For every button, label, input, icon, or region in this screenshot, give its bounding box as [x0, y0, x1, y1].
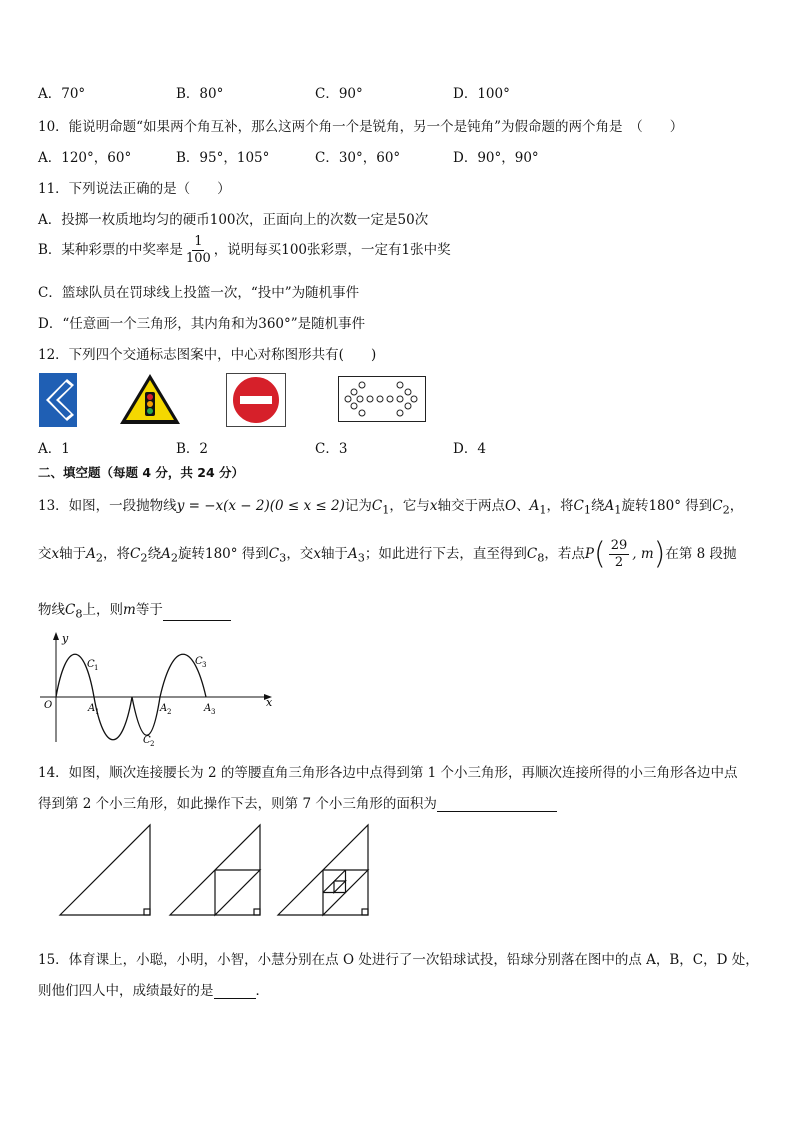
q13-text: 记为	[344, 498, 372, 514]
subscript: 8	[537, 551, 545, 565]
axis-var: x	[313, 546, 321, 562]
q13-text: ，它与	[389, 498, 430, 514]
q13-line-2	[38, 534, 737, 579]
q13-text: ；如此进行下去，直至得到	[364, 546, 527, 562]
q13-text: ，	[729, 498, 744, 514]
fraction-denominator: 2	[614, 555, 624, 570]
a3-subscript: 3	[211, 708, 216, 716]
answer-blank[interactable]	[214, 984, 256, 999]
q10-option-a[interactable]: A．120°，60°	[38, 150, 132, 166]
point-label: O	[505, 498, 517, 514]
curve-label: C	[130, 546, 141, 562]
q9-option-b[interactable]: B．80°	[176, 86, 224, 102]
curve-label: C	[712, 498, 723, 514]
answer-blank[interactable]	[437, 797, 557, 812]
axis-var: x	[51, 546, 60, 562]
q13-text: 旋转180° 得到	[621, 498, 713, 514]
axis-var: x	[429, 498, 438, 514]
q13-text: 上，则	[82, 602, 124, 618]
subscript: 1	[614, 503, 622, 517]
subscript: 2	[95, 551, 104, 565]
q14-line-1: 14．如图，顺次连接腰长为 2 的等腰直角三角形各边中点得到第 1 个小三角形，再顺次连接所得的小三角形各边中点	[38, 765, 738, 781]
q13-text: 、	[516, 498, 530, 514]
q13-text: 绕	[147, 546, 162, 562]
parabola-equation: y = −x(x − 2)(0 ≤ x ≤ 2)	[176, 498, 345, 514]
subscript: 2	[722, 503, 730, 517]
section-heading: 二、填空题（每题 4 分，共 24 分）	[38, 465, 245, 480]
q9-option-c[interactable]: C．90°	[315, 86, 363, 102]
q12-option-d[interactable]: D．4	[453, 441, 486, 457]
traffic-light-warning-sign-icon	[118, 372, 182, 426]
a1-subscript: 1	[95, 708, 100, 716]
q15-text: ．	[255, 983, 269, 999]
curve-label: C	[573, 498, 584, 514]
q13-fraction	[609, 538, 630, 571]
q10-option-d[interactable]: D．90°，90°	[453, 150, 539, 166]
q11-stem: 11．下列说法正确的是（ ）	[38, 181, 231, 197]
q15-line-2	[38, 979, 269, 999]
q14-text: 得到第 2 个小三角形，如此操作下去，则第 7 个小三角形的面积为	[38, 796, 437, 812]
q11-option-a[interactable]: A．投掷一枚质地均匀的硬币100次，正面向上的次数一定是50次	[38, 212, 429, 228]
q10-option-b[interactable]: B．95°，105°	[176, 150, 270, 166]
subscript: 8	[75, 607, 83, 621]
q11-option-b-post: ，说明每买100张彩票，一定有1张中奖	[213, 242, 451, 258]
paren-left: (	[593, 536, 606, 572]
subscript: 3	[279, 551, 287, 565]
point-label: A	[529, 498, 540, 514]
q12-option-c[interactable]: C．3	[315, 441, 348, 457]
fraction-numerator: 1	[194, 234, 203, 249]
c1-label: C	[87, 659, 95, 670]
subscript: 1	[382, 503, 390, 517]
point-label: A	[86, 546, 96, 562]
q13-text: 轴交于两点	[437, 498, 506, 514]
fraction-numerator: 29	[610, 538, 628, 553]
a1-label: A	[88, 703, 96, 714]
a2-label: A	[160, 703, 168, 714]
q13-text: ，将	[546, 498, 574, 514]
q9-option-a[interactable]: A．70°	[38, 86, 86, 102]
curve-label: C	[65, 602, 76, 618]
q13-text: 物线	[38, 602, 65, 618]
curve-label: C	[268, 546, 280, 562]
subscript: 1	[539, 503, 547, 517]
fraction-denominator: 100	[185, 251, 211, 266]
parabola-graph	[38, 630, 278, 748]
point-label: P	[584, 546, 594, 562]
q11-option-b[interactable]	[38, 234, 451, 267]
q12-option-b[interactable]: B．2	[176, 441, 209, 457]
point-label: A	[161, 546, 171, 562]
c3-subscript: 3	[202, 661, 207, 669]
c2-subscript: 2	[150, 740, 155, 748]
q13-text: 交	[38, 546, 52, 562]
a2-subscript: 2	[167, 708, 172, 716]
x-axis-label: x	[266, 696, 273, 709]
subscript: 2	[140, 551, 148, 565]
no-entry-sign-icon	[226, 373, 286, 427]
q9-option-d[interactable]: D．100°	[453, 86, 510, 102]
q10-stem: 10．能说明命题“如果两个角互补，那么这两个角一个是锐角，另一个是钝角”为假命题的两个角是 （ ）	[38, 119, 684, 135]
c3-label: C	[195, 656, 203, 667]
q12-option-a[interactable]: A．1	[38, 441, 70, 457]
q14-line-2	[38, 792, 557, 812]
subscript: 3	[357, 551, 365, 565]
origin-label: O	[44, 700, 53, 711]
curve-label: C	[371, 498, 383, 514]
q11-option-b-pre: B．某种彩票的中奖率是	[38, 242, 183, 258]
q11-fraction	[186, 234, 211, 267]
dotted-double-arrow-sign-icon	[338, 376, 426, 422]
c2-label: C	[143, 735, 151, 746]
q13-text: ，将	[103, 546, 131, 562]
a3-label: A	[204, 703, 212, 714]
triangle-1	[60, 825, 150, 915]
variable-m: m	[123, 602, 136, 618]
answer-blank[interactable]	[163, 606, 231, 621]
curve-label: C	[526, 546, 538, 562]
q13-text: 13．如图，一段抛物线	[38, 498, 177, 514]
triangle-figures	[58, 822, 378, 918]
left-chevron-sign-icon	[39, 373, 77, 427]
paren-right: )	[653, 536, 666, 572]
point-label: A	[347, 546, 358, 562]
c1-subscript: 1	[94, 664, 99, 672]
q15-line-1: 15．体育课上，小聪，小明，小智，小慧分别在点 O 处进行了一次铅球试投，铅球分别落在图中的点 A，B，C，D 处，	[38, 952, 759, 968]
q13-text: 旋转180° 得到	[177, 546, 269, 562]
q13-text: 轴于	[59, 546, 87, 562]
point-coordinate: , m	[632, 546, 654, 562]
q13-text: 绕	[591, 498, 605, 514]
subscript: 1	[583, 503, 592, 517]
q13-text: 等于	[135, 602, 163, 618]
y-axis-label: y	[62, 632, 69, 645]
q13-line-1	[38, 494, 743, 517]
q15-text: 则他们四人中，成绩最好的是	[38, 983, 214, 999]
q13-text: ，若点	[544, 546, 585, 562]
q13-line-3	[38, 598, 231, 621]
q10-option-c[interactable]: C．30°，60°	[315, 150, 401, 166]
point-label: A	[604, 498, 615, 514]
q13-text: ，交	[286, 546, 314, 562]
q11-option-d[interactable]: D．“任意画一个三角形，其内角和为360°”是随机事件	[38, 316, 366, 332]
q12-stem: 12．下列四个交通标志图案中，中心对称图形共有( )	[38, 347, 377, 363]
q13-text: 在第 8 段抛	[665, 546, 737, 562]
subscript: 2	[170, 551, 178, 565]
q13-text: 轴于	[320, 546, 348, 562]
q11-option-c[interactable]: C．篮球队员在罚球线上投篮一次，“投中”为随机事件	[38, 285, 360, 301]
